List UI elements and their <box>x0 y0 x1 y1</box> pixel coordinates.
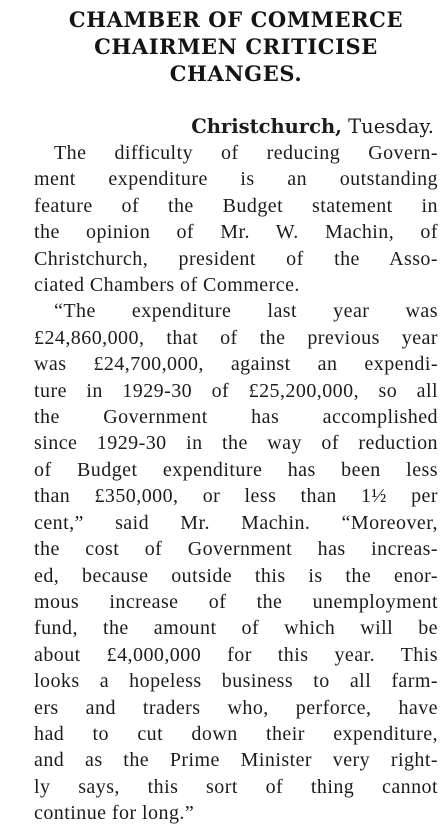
article-dateline <box>34 114 434 140</box>
body-line: ment expenditure is an outstanding <box>34 168 438 191</box>
body-line: about £4,000,000 for this year. This <box>34 643 438 666</box>
body-line: ture in 1929-30 of £25,200,000, so all <box>34 379 438 402</box>
headline-line: CHANGES. <box>169 61 303 86</box>
headline-line: CHAMBER OF COMMERCE <box>68 7 404 32</box>
article-body <box>34 140 438 827</box>
body-line: of Budget expenditure has been less <box>34 458 438 481</box>
body-line: the opinion of Mr. W. Machin, of <box>34 221 438 244</box>
body-line: cent,” said Mr. Machin. “Moreover, <box>34 511 438 534</box>
body-line: feature of the Budget statement in <box>34 194 438 217</box>
body-line: the cost of Government has increas- <box>34 538 438 561</box>
body-line: ciated Chambers of Commerce. <box>34 274 300 297</box>
body-line: had to cut down their expenditure, <box>34 722 438 745</box>
body-line: ed, because outside this is the enor- <box>34 564 438 587</box>
body-line: looks a hopeless business to all farm- <box>34 670 438 693</box>
body-line: the Government has accomplished <box>34 406 438 429</box>
body-line: mous increase of the unemployment <box>34 590 438 613</box>
body-line: continue for long.” <box>34 802 195 825</box>
headline-line: CHAIRMEN CRITICISE <box>94 34 378 59</box>
body-line: “The expenditure last year was <box>54 300 438 323</box>
body-line: The difficulty of reducing Govern- <box>54 142 438 164</box>
body-line: than £350,000, or less than 1½ per <box>34 485 438 508</box>
dateline-place: Christchurch, <box>191 115 342 138</box>
body-line: ers and traders who, perforce, have <box>34 696 438 719</box>
body-line: Christchurch, president of the Asso- <box>34 247 438 270</box>
dateline-day: Tuesday. <box>348 115 434 138</box>
body-line: and as the Prime Minister very right- <box>34 749 438 772</box>
body-line: fund, the amount of which will be <box>34 617 438 640</box>
article-headline <box>34 6 438 87</box>
body-line: since 1929-30 in the way of reduction <box>34 432 438 455</box>
body-line: was £24,700,000, against an expendi- <box>34 353 438 376</box>
body-line: £24,860,000, that of the previous year <box>34 326 438 349</box>
body-line: ly says, this sort of thing cannot <box>34 775 438 798</box>
